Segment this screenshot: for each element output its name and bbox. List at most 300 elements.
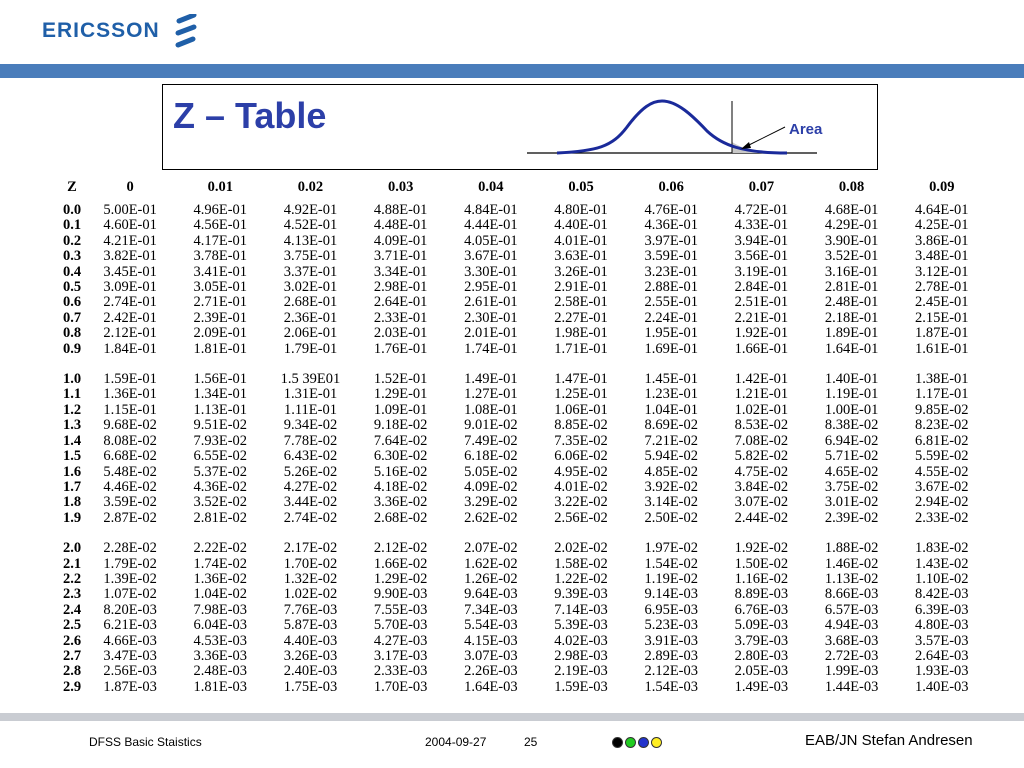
z-value: 2.8: [62, 663, 82, 680]
table-cell: 1.02E-02: [283, 586, 338, 603]
table-row: [59, 249, 987, 264]
table-cell: 1.02E-01: [734, 401, 789, 418]
table-cell: 2.98E-03: [554, 647, 608, 664]
table-cell: 2.89E-03: [644, 647, 698, 664]
table-cell: 3.05E-01: [193, 279, 248, 296]
table-cell: 2.91E-01: [554, 279, 608, 296]
table-cell: 2.39E-01: [193, 309, 248, 326]
table-cell: 1.47E-01: [554, 371, 608, 388]
table-row: [59, 664, 987, 679]
table-cell: 5.16E-02: [373, 463, 428, 480]
table-cell: 1.87E-03: [103, 678, 157, 695]
table-cell: 2.64E-01: [373, 294, 428, 311]
table-cell: 4.40E-01: [554, 217, 608, 234]
table-cell: 1.61E-01: [915, 340, 969, 357]
normal-curve-figure: [527, 97, 827, 161]
table-cell: 5.00E-01: [103, 202, 157, 218]
table-cell: 4.46E-02: [103, 478, 157, 495]
table-cell: 1.08E-01: [464, 401, 518, 418]
table-cell: 9.39E-03: [554, 586, 608, 603]
table-cell: 7.64E-02: [373, 432, 428, 449]
table-cell: 4.05E-01: [464, 232, 518, 249]
table-cell: 2.02E-02: [554, 540, 608, 557]
table-cell: 1.21E-01: [734, 386, 789, 403]
table-cell: 1.49E-01: [464, 371, 518, 388]
table-cell: 1.92E-01: [734, 325, 789, 342]
table-cell: 5.70E-03: [373, 617, 428, 634]
slide-title: Z – Table: [173, 95, 327, 136]
table-cell: 3.97E-01: [644, 232, 698, 249]
table-cell: 3.22E-02: [554, 494, 608, 511]
table-cell: 1.23E-01: [644, 386, 698, 403]
table-cell: 4.85E-02: [644, 463, 698, 480]
table-cell: 7.35E-02: [554, 432, 608, 449]
table-cell: 3.34E-01: [373, 263, 428, 280]
footer-dot: [625, 737, 636, 748]
table-cell: 1.54E-02: [644, 555, 698, 572]
table-cell: 1.71E-01: [554, 340, 608, 357]
table-cell: 2.48E-03: [193, 663, 248, 680]
table-cell: 1.09E-01: [373, 401, 428, 418]
table-row: [59, 587, 987, 602]
table-cell: 1.98E-01: [554, 325, 608, 342]
table-cell: 4.66E-03: [103, 632, 157, 649]
table-cell: 1.81E-03: [193, 678, 248, 695]
table-cell: 1.19E-02: [644, 570, 698, 587]
table-cell: 1.10E-02: [915, 570, 969, 587]
table-cell: 3.26E-01: [554, 263, 608, 280]
z-value: 1.5: [62, 448, 82, 465]
table-cell: 2.21E-01: [734, 309, 789, 326]
table-cell: 2.03E-01: [373, 325, 428, 342]
table-cell: 2.50E-02: [644, 509, 698, 526]
table-cell: 3.91E-03: [644, 632, 698, 649]
table-row: [59, 311, 987, 326]
table-cell: 1.17E-01: [915, 386, 969, 403]
table-cell: 1.42E-01: [734, 371, 789, 388]
z-value: 0.6: [62, 294, 82, 311]
table-cell: 5.94E-02: [644, 448, 698, 465]
table-cell: 4.72E-01: [734, 202, 789, 218]
table-cell: 4.18E-02: [373, 478, 428, 495]
footer-dots: [612, 737, 662, 748]
table-cell: 4.25E-01: [915, 217, 969, 234]
table-cell: 3.07E-02: [734, 494, 789, 511]
z-value: 1.7: [62, 478, 82, 495]
table-cell: 4.36E-01: [644, 217, 698, 234]
table-cell: 1.25E-01: [554, 386, 608, 403]
z-value: 2.2: [62, 570, 82, 587]
table-cell: 7.76E-03: [283, 601, 338, 618]
table-cell: 3.94E-01: [734, 232, 789, 249]
table-row: [59, 387, 987, 402]
footer-dot: [638, 737, 649, 748]
table-row: [59, 434, 987, 449]
table-cell: 8.85E-02: [554, 417, 608, 434]
table-row: [59, 465, 987, 480]
logo-text: ERICSSON: [42, 19, 160, 42]
table-row: [59, 480, 987, 495]
table-cell: 8.20E-03: [103, 601, 157, 618]
table-cell: 7.78E-02: [283, 432, 338, 449]
table-cell: 4.17E-01: [193, 232, 248, 249]
table-cell: 2.58E-01: [554, 294, 608, 311]
table-row: [59, 557, 987, 572]
table-cell: 9.18E-02: [373, 417, 428, 434]
table-cell: 1.79E-02: [103, 555, 157, 572]
table-cell: 3.16E-01: [824, 263, 879, 280]
table-cell: 1.40E-01: [824, 371, 879, 388]
table-cell: 2.05E-03: [734, 663, 789, 680]
z-value: 0.5: [62, 279, 82, 296]
table-cell: 4.13E-01: [283, 232, 338, 249]
table-cell: 1.40E-03: [915, 678, 969, 695]
z-value: 2.6: [62, 632, 82, 649]
ericsson-logo: [42, 14, 198, 48]
footer-course: DFSS Basic Staistics: [89, 735, 202, 749]
table-cell: 3.17E-03: [373, 647, 428, 664]
z-value: 1.0: [62, 371, 82, 388]
table-row: [59, 680, 987, 695]
table-cell: 5.05E-02: [464, 463, 518, 480]
table-cell: 1.13E-01: [193, 401, 248, 418]
table-cell: 2.09E-01: [193, 325, 248, 342]
table-cell: 8.89E-03: [734, 586, 789, 603]
z-value: 0.4: [62, 263, 82, 280]
z-value: 0.1: [62, 217, 82, 234]
table-cell: 6.81E-02: [915, 432, 969, 449]
table-cell: 1.07E-02: [103, 586, 157, 603]
table-cell: 4.52E-01: [283, 217, 338, 234]
table-row: [59, 449, 987, 464]
table-cell: 1.27E-01: [464, 386, 518, 403]
table-cell: 2.78E-01: [915, 279, 969, 296]
table-cell: 8.38E-02: [824, 417, 879, 434]
table-cell: 2.84E-01: [734, 279, 789, 296]
table-row: [59, 603, 987, 618]
table-cell: 8.53E-02: [734, 417, 789, 434]
table-cell: 1.16E-02: [734, 570, 789, 587]
table-cell: 5.48E-02: [103, 463, 157, 480]
table-cell: 3.14E-02: [644, 494, 698, 511]
table-cell: 2.56E-03: [103, 663, 157, 680]
footer-dot: [651, 737, 662, 748]
table-row: [59, 541, 987, 556]
table-cell: 6.39E-03: [915, 601, 969, 618]
table-row: [59, 218, 987, 233]
table-cell: 1.87E-01: [915, 325, 969, 342]
table-cell: 7.08E-02: [734, 432, 789, 449]
table-cell: 1.44E-03: [824, 678, 879, 695]
table-cell: 2.18E-01: [824, 309, 879, 326]
table-cell: 3.23E-01: [644, 263, 698, 280]
table-cell: 2.74E-01: [103, 294, 157, 311]
table-cell: 3.67E-02: [915, 478, 969, 495]
table-cell: 5.82E-02: [734, 448, 789, 465]
table-cell: 2.22E-02: [193, 540, 248, 557]
table-cell: 3.41E-01: [193, 263, 248, 280]
footer-page-number: 25: [524, 735, 538, 749]
table-cell: 7.21E-02: [644, 432, 698, 449]
table-cell: 6.04E-03: [193, 617, 248, 634]
table-cell: 6.43E-02: [283, 448, 338, 465]
column-header: 0.01: [207, 178, 233, 195]
table-cell: 1.66E-01: [734, 340, 789, 357]
table-cell: 4.65E-02: [824, 463, 879, 480]
table-cell: 2.44E-02: [734, 509, 789, 526]
table-cell: 1.13E-02: [824, 570, 879, 587]
z-value: 2.9: [62, 678, 82, 695]
table-cell: 1.04E-01: [644, 401, 698, 418]
table-cell: 4.80E-01: [554, 202, 608, 218]
table-cell: 3.12E-01: [915, 263, 969, 280]
table-cell: 2.19E-03: [554, 663, 608, 680]
z-value: 0.9: [62, 340, 82, 357]
table-cell: 1.45E-01: [644, 371, 698, 388]
table-cell: 3.90E-01: [824, 232, 879, 249]
table-cell: 2.45E-01: [915, 294, 969, 311]
table-cell: 1.69E-01: [644, 340, 698, 357]
table-cell: 3.07E-03: [464, 647, 518, 664]
table-cell: 2.55E-01: [644, 294, 698, 311]
table-cell: 1.92E-02: [734, 540, 789, 557]
table-cell: 8.69E-02: [644, 417, 698, 434]
table-cell: 2.88E-01: [644, 279, 698, 296]
table-cell: 4.68E-01: [824, 202, 879, 218]
table-cell: 6.30E-02: [373, 448, 428, 465]
table-cell: 4.76E-01: [644, 202, 698, 218]
column-header: 0.05: [568, 178, 594, 195]
table-cell: 3.59E-01: [644, 248, 698, 265]
table-cell: 5.71E-02: [824, 448, 879, 465]
column-header: 0.03: [387, 178, 414, 195]
table-cell: 7.14E-03: [554, 601, 608, 618]
column-header: 0: [126, 178, 134, 195]
z-column-header: Z: [67, 178, 77, 195]
table-cell: 1.97E-02: [644, 540, 698, 557]
table-cell: 1.49E-03: [734, 678, 789, 695]
group-spacer: [59, 526, 987, 541]
table-cell: 2.36E-01: [283, 309, 338, 326]
table-cell: 1.29E-02: [373, 570, 428, 587]
table-cell: 1.95E-01: [644, 325, 698, 342]
table-row: [59, 511, 987, 526]
table-cell: 9.01E-02: [464, 417, 518, 434]
table-cell: 2.12E-01: [103, 325, 157, 342]
table-cell: 2.56E-02: [554, 509, 608, 526]
table-cell: 1.36E-01: [103, 386, 157, 403]
z-value: 0.8: [62, 325, 82, 342]
table-cell: 1.89E-01: [824, 325, 879, 342]
table-cell: 2.98E-01: [373, 279, 428, 296]
table-row: [59, 234, 987, 249]
table-row: [59, 649, 987, 664]
table-cell: 2.07E-02: [464, 540, 518, 557]
table-cell: 3.59E-02: [103, 494, 157, 511]
table-cell: 1.19E-01: [824, 386, 879, 403]
table-cell: 2.17E-02: [283, 540, 338, 557]
table-cell: 4.92E-01: [283, 202, 338, 218]
table-cell: 3.26E-03: [283, 647, 338, 664]
table-cell: 2.15E-01: [915, 309, 969, 326]
table-cell: 1.76E-01: [373, 340, 428, 357]
table-cell: 1.70E-02: [283, 555, 338, 572]
table-cell: 3.68E-03: [824, 632, 879, 649]
table-cell: 9.85E-02: [915, 401, 969, 418]
table-cell: 2.71E-01: [193, 294, 248, 311]
table-cell: 4.95E-02: [554, 463, 608, 480]
table-cell: 3.57E-03: [915, 632, 969, 649]
table-cell: 1.38E-01: [915, 371, 969, 388]
table-cell: 9.64E-03: [464, 586, 518, 603]
z-value: 1.2: [62, 401, 82, 418]
table-cell: 2.12E-03: [644, 663, 698, 680]
table-cell: 1.62E-02: [464, 555, 518, 572]
table-cell: 1.04E-02: [193, 586, 248, 603]
table-cell: 1.88E-02: [824, 540, 879, 557]
table-cell: 1.79E-01: [283, 340, 338, 357]
table-cell: 4.96E-01: [193, 202, 248, 218]
table-cell: 6.57E-03: [824, 601, 879, 618]
table-cell: 9.68E-02: [103, 417, 157, 434]
column-header: 0.07: [748, 178, 775, 195]
table-cell: 1.93E-03: [915, 663, 969, 680]
table-cell: 1.06E-01: [554, 401, 608, 418]
table-cell: 3.67E-01: [464, 248, 518, 265]
z-value: 2.4: [62, 601, 82, 618]
table-cell: 2.48E-01: [824, 294, 879, 311]
table-cell: 3.47E-03: [103, 647, 157, 664]
table-cell: 3.44E-02: [283, 494, 338, 511]
table-cell: 2.12E-02: [373, 540, 428, 557]
table-cell: 4.01E-01: [554, 232, 608, 249]
table-cell: 5.37E-02: [193, 463, 248, 480]
footer-dot: [612, 737, 623, 748]
table-cell: 6.21E-03: [103, 617, 157, 634]
table-cell: 1.83E-02: [915, 540, 969, 557]
table-cell: 2.33E-03: [373, 663, 428, 680]
z-value: 1.6: [62, 463, 82, 480]
z-value: 2.7: [62, 647, 82, 664]
table-cell: 1.43E-02: [915, 555, 969, 572]
table-cell: 2.06E-01: [283, 325, 338, 342]
table-cell: 2.40E-03: [283, 663, 338, 680]
table-cell: 4.56E-01: [193, 217, 248, 234]
column-header: 0.06: [658, 178, 684, 195]
z-value: 1.1: [62, 386, 82, 403]
footer-author: EAB/JN Stefan Andresen: [805, 732, 973, 749]
ericsson-logo-icon: [174, 14, 198, 48]
table-cell: 3.45E-01: [103, 263, 157, 280]
table-cell: 4.21E-01: [103, 232, 157, 249]
table-cell: 9.51E-02: [193, 417, 248, 434]
table-cell: 1.26E-02: [464, 570, 518, 587]
z-value: 1.3: [62, 417, 82, 434]
table-cell: 1.81E-01: [193, 340, 248, 357]
table-cell: 4.29E-01: [824, 217, 879, 234]
table-cell: 1.29E-01: [373, 386, 428, 403]
table-cell: 1.22E-02: [554, 570, 608, 587]
table-cell: 1.00E-01: [824, 401, 879, 418]
table-cell: 2.26E-03: [464, 663, 518, 680]
z-value: 2.3: [62, 586, 82, 603]
table-cell: 4.75E-02: [734, 463, 789, 480]
table-cell: 2.68E-01: [283, 294, 338, 311]
footer-date: 2004-09-27: [425, 735, 487, 749]
table-cell: 3.19E-01: [734, 263, 789, 280]
table-cell: 2.28E-02: [103, 540, 157, 557]
table-cell: 9.34E-02: [283, 417, 338, 434]
table-cell: 3.75E-01: [283, 248, 338, 265]
table-cell: 1.74E-02: [193, 555, 248, 572]
z-value: 1.4: [62, 432, 82, 449]
table-cell: 2.87E-02: [103, 509, 157, 526]
table-cell: 3.63E-01: [554, 248, 608, 265]
table-cell: 1.54E-03: [644, 678, 698, 695]
column-header: 0.09: [929, 178, 955, 195]
table-cell: 2.33E-01: [373, 309, 428, 326]
table-cell: 1.11E-01: [283, 401, 337, 418]
table-cell: 1.34E-01: [193, 386, 248, 403]
table-cell: 2.74E-02: [283, 509, 338, 526]
table-cell: 3.30E-01: [464, 263, 518, 280]
z-value: 2.0: [62, 540, 82, 557]
bell-curve: [557, 101, 787, 153]
table-cell: 4.01E-02: [554, 478, 608, 495]
column-header: 0.04: [478, 178, 504, 195]
table-cell: 2.33E-02: [915, 509, 969, 526]
table-row: [59, 280, 987, 295]
table-cell: 2.01E-01: [464, 325, 518, 342]
table-cell: 9.14E-03: [644, 586, 698, 603]
table-cell: 4.88E-01: [373, 202, 428, 218]
table-cell: 1.52E-01: [373, 371, 428, 388]
header-bar: [0, 64, 1024, 78]
table-cell: 2.64E-03: [915, 647, 969, 664]
table-cell: 3.86E-01: [915, 232, 969, 249]
table-cell: 4.60E-01: [103, 217, 157, 234]
table-cell: 1.74E-01: [464, 340, 518, 357]
table-cell: 3.02E-01: [283, 279, 338, 296]
table-cell: 7.93E-02: [193, 432, 248, 449]
table-cell: 3.52E-01: [824, 248, 879, 265]
table-cell: 2.81E-01: [824, 279, 879, 296]
table-cell: 1.5 39E01: [280, 371, 341, 388]
table-cell: 5.87E-03: [283, 617, 338, 634]
table-cell: 6.76E-03: [734, 601, 789, 618]
table-cell: 5.23E-03: [644, 617, 698, 634]
table-cell: 1.70E-03: [373, 678, 428, 695]
title-box: [162, 84, 878, 170]
table-cell: 3.37E-01: [283, 263, 338, 280]
table-cell: 4.80E-03: [915, 617, 969, 634]
table-cell: 3.09E-01: [103, 279, 157, 296]
table-cell: 4.53E-03: [193, 632, 248, 649]
table-cell: 1.39E-02: [103, 570, 157, 587]
table-cell: 4.15E-03: [464, 632, 518, 649]
table-cell: 5.54E-03: [464, 617, 518, 634]
table-row: [59, 326, 987, 341]
table-row: [59, 342, 987, 357]
table-cell: 7.34E-03: [464, 601, 518, 618]
table-cell: 4.27E-02: [283, 478, 338, 495]
table-cell: 6.55E-02: [193, 448, 248, 465]
table-cell: 2.68E-02: [373, 509, 428, 526]
table-cell: 2.42E-01: [103, 309, 157, 326]
table-cell: 1.46E-02: [824, 555, 879, 572]
table-cell: 6.68E-02: [103, 448, 157, 465]
table-cell: 1.99E-03: [824, 663, 879, 680]
